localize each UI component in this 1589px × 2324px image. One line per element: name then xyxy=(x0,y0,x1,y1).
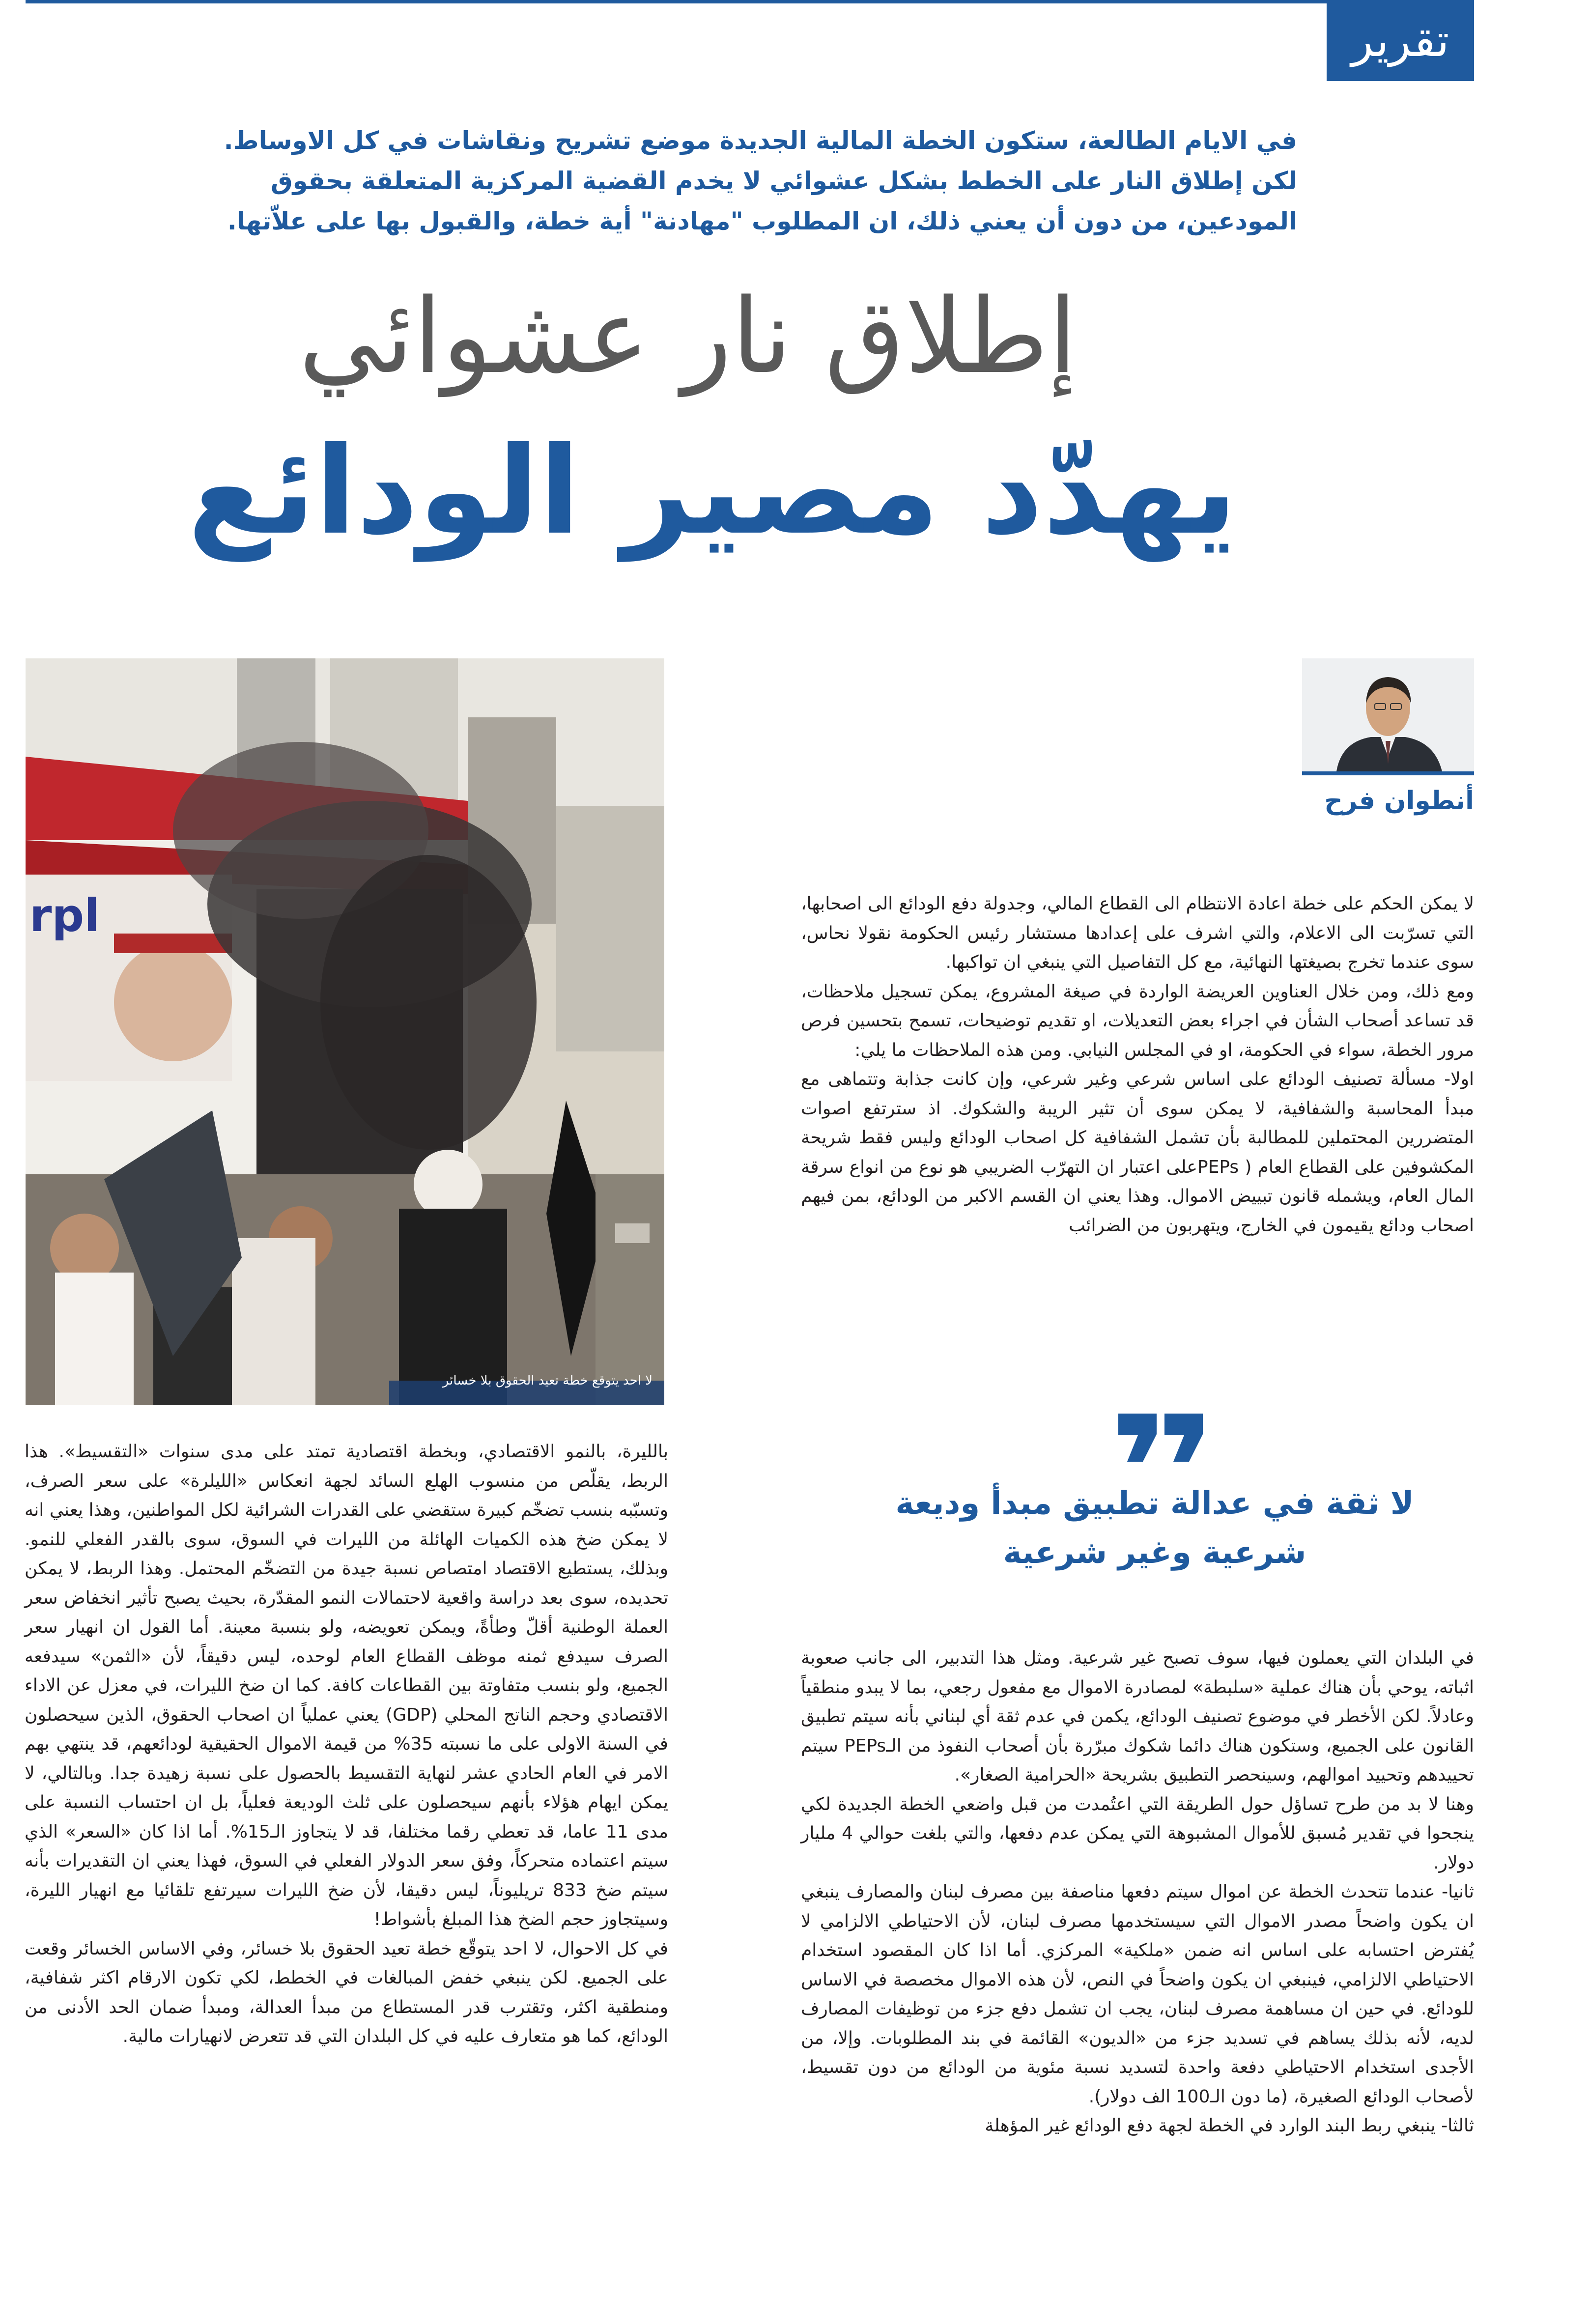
paragraph: ثانيا- عندما تتحدث الخطة عن اموال سيتم دفعها مناصفة بين مصرف لبنان والمصارف ينبغي ان يكون واضحاً مصدر الاموال التي سيستخدمها مصرف لبنان، لأن الاحتياطي الالزامي لا يُفترض احتسابه على اساس انه ضمن «ملكية» المركزي. أما اذا كان المقصود استخدام الاحتياطي الالزامي، فينبغي ان يكون واضحاً في النص، لأن هذه الاموال مخصصة في الاساس للودائع. في حين ان مساهمة مصرف لبنان، يجب ان تشمل دفع جزء من توظيفات المصارف لديه، لأنه بذلك يساهم في تسديد جزء من «الديون» القائمة في بند المطلوبات. وإلا، من الأجدى استخدام الاحتياطي دفعة واحدة لتسديد نسبة مئوية من الودائع من دون تقسيط، لأصحاب الودائع الصغيرة، (ما دون الـ100 الف دولار). xyxy=(801,1882,1474,2107)
sign-fragment: rpl xyxy=(29,889,100,942)
paragraph: ثالثا- ينبغي ربط البند الوارد في الخطة لجهة دفع الودائع غير المؤهلة xyxy=(985,2116,1474,2136)
author-portrait-image xyxy=(1302,658,1474,771)
author-name: أنطوان فرح xyxy=(1324,786,1474,816)
section-tag: تقرير xyxy=(1327,0,1474,81)
photo-caption: لا احد يتوقع خطة تعيد الحقوق بلا خسائر xyxy=(442,1373,653,1388)
headline-line-1: إطلاق نار عشوائي xyxy=(298,276,1078,397)
top-rule xyxy=(26,0,1465,3)
body-column-2 xyxy=(801,1644,1474,2141)
paragraph: في البلدان التي يعملون فيها، سوف تصبح غير شرعية. ومثل هذا التدبير، الى جانب صعوبة اثباته، يوحي بأن هناك عملية «سلبطة» لمصادرة الاموال مع مفعول رجعي، بما لا يبدو منطقياً وعادلاً. لكن الأخطر في موضوع تصنيف الودائع، يكمن في عدم ثقة أي لبناني بأنه سيتم تطبيق القانون على الجميع، وستكون هناك دائما شكوك مبرّرة بأن أصحاب النفوذ من الـPEPs سيتم تحييدهم وتحييد اموالهم، وسينحصر التطبيق بشريحة «الحرامية الصغار». xyxy=(801,1648,1474,1785)
body-column-1 xyxy=(801,889,1474,1240)
intro-lead: في الايام الطالعة، ستكون الخطة المالية الجديدة موضع تشريح ونقاشات في كل الاوساط. لكن إطلاق النار على الخطط بشكل عشوائي لا يخدم القضية المركزية المتعلقة بحقوق المودعين، من دون أن يعني ذلك، ان المطلوب "مهادنة" أية خطة، والقبول بها على علاّتها. xyxy=(224,126,1297,235)
paragraph: وهنا لا بد من طرح تساؤل حول الطريقة التي اعتُمدت من قبل واضعي الخطة الجديدة لكي ينجحوا في تقدير مُسبق للأموال المشبوهة التي يمكن عدم دفعها، والتي بلغت حوالي 4 مليار دولار. xyxy=(801,1794,1474,1873)
pull-quote: لا ثقة في عدالة تطبيق مبدأ وديعة شرعية وغير شرعية xyxy=(895,1485,1414,1571)
protest-fire-image xyxy=(26,658,664,1405)
paragraph: ومع ذلك، ومن خلال العناوين العريضة الواردة في صيغة المشروع، يمكن تسجيل ملاحظات، قد تساعد أصحاب الشأن في اجراء بعض التعديلات، او تقديم توضيحات، تسمح بتحسين فرص مرور الخطة، سواء في الحكومة، او في المجلس النيابي. ومن هذه الملاحظات ما يلي: xyxy=(801,981,1474,1060)
paragraph: لا يمكن الحكم على خطة اعادة الانتظام الى القطاع المالي، وجدولة دفع الودائع الى اصحابها، التي تسرّبت الى الاعلام، والتي اشرف على إعدادها مستشار رئيس الحكومة نقولا نحاس، سوى عندما تخرج بصيغتها النهائية، مع كل التفاصيل التي ينبغي ان تواكبها. xyxy=(801,894,1474,972)
author-divider xyxy=(1302,771,1474,775)
author-photo xyxy=(1302,658,1474,771)
article-photo xyxy=(26,658,664,1405)
body-column-3 xyxy=(25,1437,668,2051)
paragraph: بالليرة، بالنمو الاقتصادي، وبخطة اقتصادية تمتد على مدى سنوات «التقسيط». هذا الربط، يقلّص من منسوب الهلع السائد لجهة انعكاس «الليلرة» على سعر الصرف، وتسبّبه بنسب تضخّم كبيرة ستقضي على القدرات الشرائية لكل المواطنين، وهذا يعني انه لا يمكن ضخ هذه الكميات الهائلة من الليرات في السوق، سوى بالقدر الفعلي للنمو. وبذلك، يستطيع الاقتصاد امتصاص نسبة جيدة من التضخّم المحتمل. وهذا الربط، لا يمكن تحديده، سوى بعد دراسة واقعية لاحتمالات النمو المقدّرة، بحيث يصبح تأثير انخفاض سعر العملة الوطنية أقلّ وطأةً، ويمكن تعويضه، ولو بنسبة معينة. أما القول ان انهيار سعر الصرف سيدفع ثمنه موظف القطاع العام لوحده، ليس دقيقاً، لأن «الثمن» سيدفعه الجميع، ولو بنسب متفاوتة بين القطاعات كافة. كما ان ضخ الليرات، في معزل عن الاداء الاقتصادي وحجم الناتج المحلي (GDP) يعني عملياً ان اصحاب الحقوق، الذين سيحصلون في السنة الاولى على ما نسبته 35% من قيمة الاموال الحقيقية لودائعهم، قد ينتهي بهم الامر في العام الحادي عشر لنهاية التقسيط بالحصول على نسبة زهيدة جدا. وبالتالي، لا يمكن ايهام هؤلاء بأنهم سيحصلون على ثلث الوديعة فعلياً، بل ان احتساب النسبة على مدى 11 عاما، قد تعطي رقما مختلفا، قد لا يتجاوز الـ15%. أما اذا كان «السعر» الذي سيتم اعتماده متحركاً، وفق سعر الدولار الفعلي في السوق، فهذا يعني ان التقديرات بأنه سيتم ضخ 833 تريليوناً، ليس دقيقا، لأن ضخ الليرات سيرتفع تلقائيا مع انهيار الليرة، وسيتجاوز حجم الضخ هذا المبلغ بأشواط! xyxy=(25,1442,668,1929)
paragraph: اولا- مسألة تصنيف الودائع على اساس شرعي وغير شرعي، وإن كانت جذابة وتتماهى مع مبدأ المحاسبة والشفافية، لا يمكن سوى أن تثير الريبة والشكوك. اذ سترتفع اصوات المتضررين المحتملين للمطالبة بأن تشمل الشفافية كل اصحاب الودائع وليس فقط شريحة المكشوفين على القطاع العام ( PEPsعلى اعتبار ان التهرّب الضريبي هو نوع من انواع سرقة المال العام، ويشمله قانون تبييض الاموال. وهذا يعني ان القسم الاكبر من الودائع، بمن فيهم اصحاب ودائع يقيمون في الخارج، ويتهربون من الضرائب xyxy=(801,1069,1474,1236)
quote-mark-icon xyxy=(1115,1408,1204,1467)
paragraph: في كل الاحوال، لا احد يتوقّع خطة تعيد الحقوق بلا خسائر، وفي الاساس الخسائر وقعت على الجميع. لكن ينبغي خفض المبالغات في الخطط، لكي تكون الارقام اكثر شفافية، ومنطقية اكثر، وتقترب قدر المستطاع من مبدأ العدالة، ومبدأ ضمان الحد الأدنى من الودائع، كما هو متعارف عليه في كل البلدان التي قد تتعرض لانهيارات مالية. xyxy=(25,1938,668,2046)
headline-line-2: يهدّد مصير الودائع xyxy=(188,421,1237,561)
